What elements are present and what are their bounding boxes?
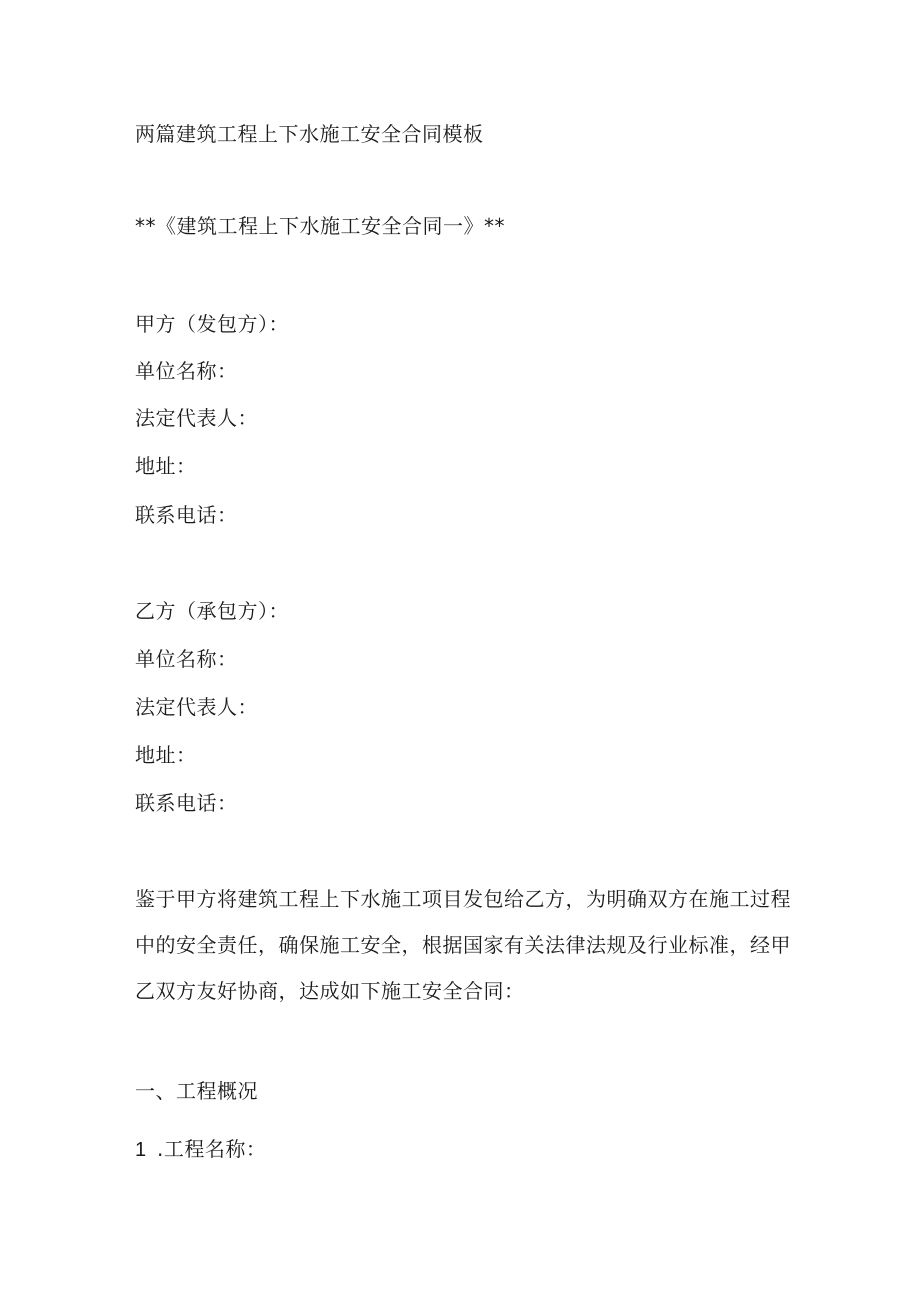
contract-subtitle: **《建筑工程上下水施工安全合同一》** xyxy=(135,214,505,238)
party-b-address: 地址： xyxy=(135,743,197,767)
section-1-heading: 一、工程概况 xyxy=(135,1079,258,1103)
item-number: 1 xyxy=(135,1139,147,1161)
document-title: 两篇建筑工程上下水施工安全合同模板 xyxy=(135,122,484,146)
preamble-line: 中的安全责任，确保施工安全，根据国家有关法律法规及行业标准，经甲 xyxy=(135,933,791,957)
party-b-legal-rep: 法定代表人： xyxy=(135,695,258,719)
party-b-phone: 联系电话： xyxy=(135,791,238,815)
party-a-unit-name: 单位名称： xyxy=(135,359,238,383)
preamble-line: 乙双方友好协商，达成如下施工安全合同： xyxy=(135,979,525,1003)
party-b-unit-name: 单位名称： xyxy=(135,647,238,671)
preamble-paragraph xyxy=(135,876,791,1014)
party-a-address: 地址： xyxy=(135,454,197,478)
party-a-phone: 联系电话： xyxy=(135,503,238,527)
item-label: .工程名称： xyxy=(157,1137,267,1161)
party-a-heading: 甲方（发包方）： xyxy=(135,312,289,336)
preamble-line: 鉴于甲方将建筑工程上下水施工项目发包给乙方，为明确双方在施工过程 xyxy=(135,887,791,911)
party-b-heading: 乙方（承包方）： xyxy=(135,599,289,623)
section-1-item-1 xyxy=(135,1137,266,1162)
party-a-legal-rep: 法定代表人： xyxy=(135,406,258,430)
